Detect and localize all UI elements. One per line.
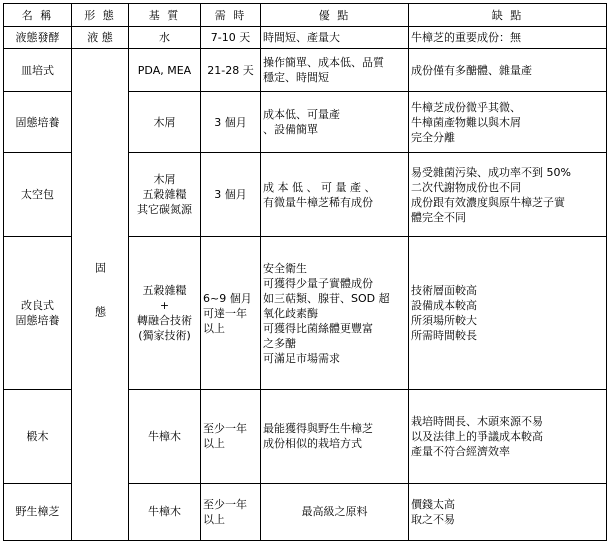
- advantage-line: 最高級之原料: [301, 505, 368, 519]
- advantage-line: 安全衛生: [263, 261, 307, 275]
- solid-form-label: 固 態: [93, 262, 107, 328]
- cell-substrate: [129, 153, 201, 237]
- header-substrate: 基 質: [129, 4, 201, 27]
- substrate-line: 其它碳氮源: [137, 203, 192, 217]
- cell-time: [201, 237, 261, 390]
- advantage-line: 如三萜類、腺苷、SOD 超: [263, 291, 390, 305]
- header-advantages: 優 點: [261, 4, 409, 27]
- cell-disadvantages: [409, 390, 607, 484]
- cultivation-comparison-table: [3, 3, 607, 541]
- advantage-line: 操作簡單、成本低、品質: [263, 56, 384, 70]
- cell-disadvantages: [409, 483, 607, 540]
- disadvantage-line: 易受雜菌污染、成功率不到 50%: [411, 165, 571, 179]
- header-form: 形 態: [72, 4, 129, 27]
- cell-name: [4, 237, 72, 390]
- name-line: 固態培養: [15, 314, 60, 328]
- cell-substrate: 木屑: [129, 92, 201, 153]
- cell-name: 皿培式: [4, 49, 72, 92]
- disadvantage-line: 成份僅有多醣體、雜量產: [411, 63, 532, 77]
- substrate-line: +: [159, 299, 170, 313]
- cell-time: [201, 390, 261, 484]
- advantage-line: 之多醣: [263, 336, 296, 350]
- cell-disadvantages: [409, 153, 607, 237]
- cell-disadvantages: [409, 237, 607, 390]
- advantage-line: 有微量牛樟芝稀有成份: [263, 195, 373, 209]
- disadvantage-line: 牛樟芝的重要成份：無: [411, 31, 521, 45]
- advantage-line: 穩定、時間短: [263, 71, 329, 85]
- comparison-table-wrapper: [3, 3, 606, 541]
- disadvantage-line: 二次代謝物成份也不同: [411, 180, 521, 194]
- disadvantage-line: 所須場所較大: [411, 314, 477, 328]
- advantage-line: 時間短、產量大: [263, 31, 340, 45]
- header-time: 需 時: [201, 4, 261, 27]
- cell-substrate: PDA, MEA: [129, 49, 201, 92]
- cell-disadvantages: [409, 92, 607, 153]
- disadvantage-line: 價錢太高: [411, 497, 455, 511]
- cell-name: 液態發酵: [4, 27, 72, 49]
- disadvantage-line: 以及法律上的爭議成本較高: [411, 429, 543, 443]
- cell-name: 野生樟芝: [4, 483, 72, 540]
- disadvantage-line: 牛樟芝成份微乎其微、: [411, 100, 521, 114]
- disadvantage-line: 栽培時間長、木頭來源不易: [411, 414, 543, 428]
- cell-form-solid: [72, 49, 129, 541]
- table-row: [4, 49, 607, 92]
- cell-disadvantages: [409, 27, 607, 49]
- disadvantage-line: 設備成本較高: [411, 299, 477, 313]
- advantage-line: 氧化歧素酶: [263, 306, 318, 320]
- advantage-line: 成份相似的栽培方式: [263, 437, 362, 451]
- cell-advantages: [261, 483, 409, 540]
- header-row: [4, 4, 607, 27]
- advantage-line: 最能獲得與野生牛樟芝: [263, 422, 373, 436]
- time-line: 6~9 個月: [203, 291, 252, 305]
- cell-time: 3 個月: [201, 92, 261, 153]
- cell-substrate: 牛樟木: [129, 483, 201, 540]
- cell-advantages: [261, 92, 409, 153]
- cell-time: [201, 483, 261, 540]
- disadvantage-line: 體完全不同: [411, 210, 466, 224]
- advantage-line: 可滿足市場需求: [263, 351, 340, 365]
- advantage-line: 成 本 低 、 可 量 產 、: [263, 180, 376, 194]
- cell-substrate: 牛樟木: [129, 390, 201, 484]
- substrate-line: 五穀雜糧: [142, 188, 187, 202]
- table-row: [4, 27, 607, 49]
- time-line: 至少一年: [203, 422, 247, 436]
- disadvantage-line: 完全分離: [411, 130, 455, 144]
- cell-advantages: [261, 153, 409, 237]
- substrate-line: 轉融合技術: [137, 314, 192, 328]
- cell-advantages: [261, 27, 409, 49]
- disadvantage-line: 成份跟有效濃度與原牛樟芝子實: [411, 195, 565, 209]
- time-line: 可達一年: [203, 306, 247, 320]
- cell-advantages: [261, 237, 409, 390]
- cell-substrate: 水: [129, 27, 201, 49]
- advantage-line: 可獲得比菌絲體更豐富: [263, 321, 373, 335]
- advantage-line: 、設備簡單: [263, 123, 318, 137]
- cell-substrate: [129, 237, 201, 390]
- disadvantage-line: 取之不易: [411, 512, 455, 526]
- disadvantage-line: 技術層面較高: [411, 284, 477, 298]
- time-line: 至少一年: [203, 497, 247, 511]
- advantage-line: 可獲得少量子實體成份: [263, 276, 373, 290]
- cell-name: 太空包: [4, 153, 72, 237]
- disadvantage-line: 產量不符合經濟效率: [411, 444, 510, 458]
- time-line: 以上: [203, 321, 225, 335]
- name-line: 改良式: [21, 299, 54, 313]
- substrate-line: (獨家技術): [138, 329, 191, 343]
- substrate-line: 五穀雜糧: [142, 284, 187, 298]
- substrate-line: 木屑: [153, 173, 176, 187]
- cell-name: 固態培養: [4, 92, 72, 153]
- cell-name: 椴木: [4, 390, 72, 484]
- cell-advantages: [261, 390, 409, 484]
- disadvantage-line: 所需時間較長: [411, 329, 477, 343]
- time-line: 以上: [203, 437, 225, 451]
- cell-time: 7-10 天: [201, 27, 261, 49]
- cell-advantages: [261, 49, 409, 92]
- cell-time: 3 個月: [201, 153, 261, 237]
- cell-form-liquid: 液 態: [72, 27, 129, 49]
- cell-disadvantages: [409, 49, 607, 92]
- advantage-line: 成本低、可量產: [263, 108, 340, 122]
- header-name: 名 稱: [4, 4, 72, 27]
- header-disadvantages: 缺 點: [409, 4, 607, 27]
- time-line: 以上: [203, 512, 225, 526]
- disadvantage-line: 牛樟菌產物難以與木屑: [411, 115, 521, 129]
- cell-time: 21-28 天: [201, 49, 261, 92]
